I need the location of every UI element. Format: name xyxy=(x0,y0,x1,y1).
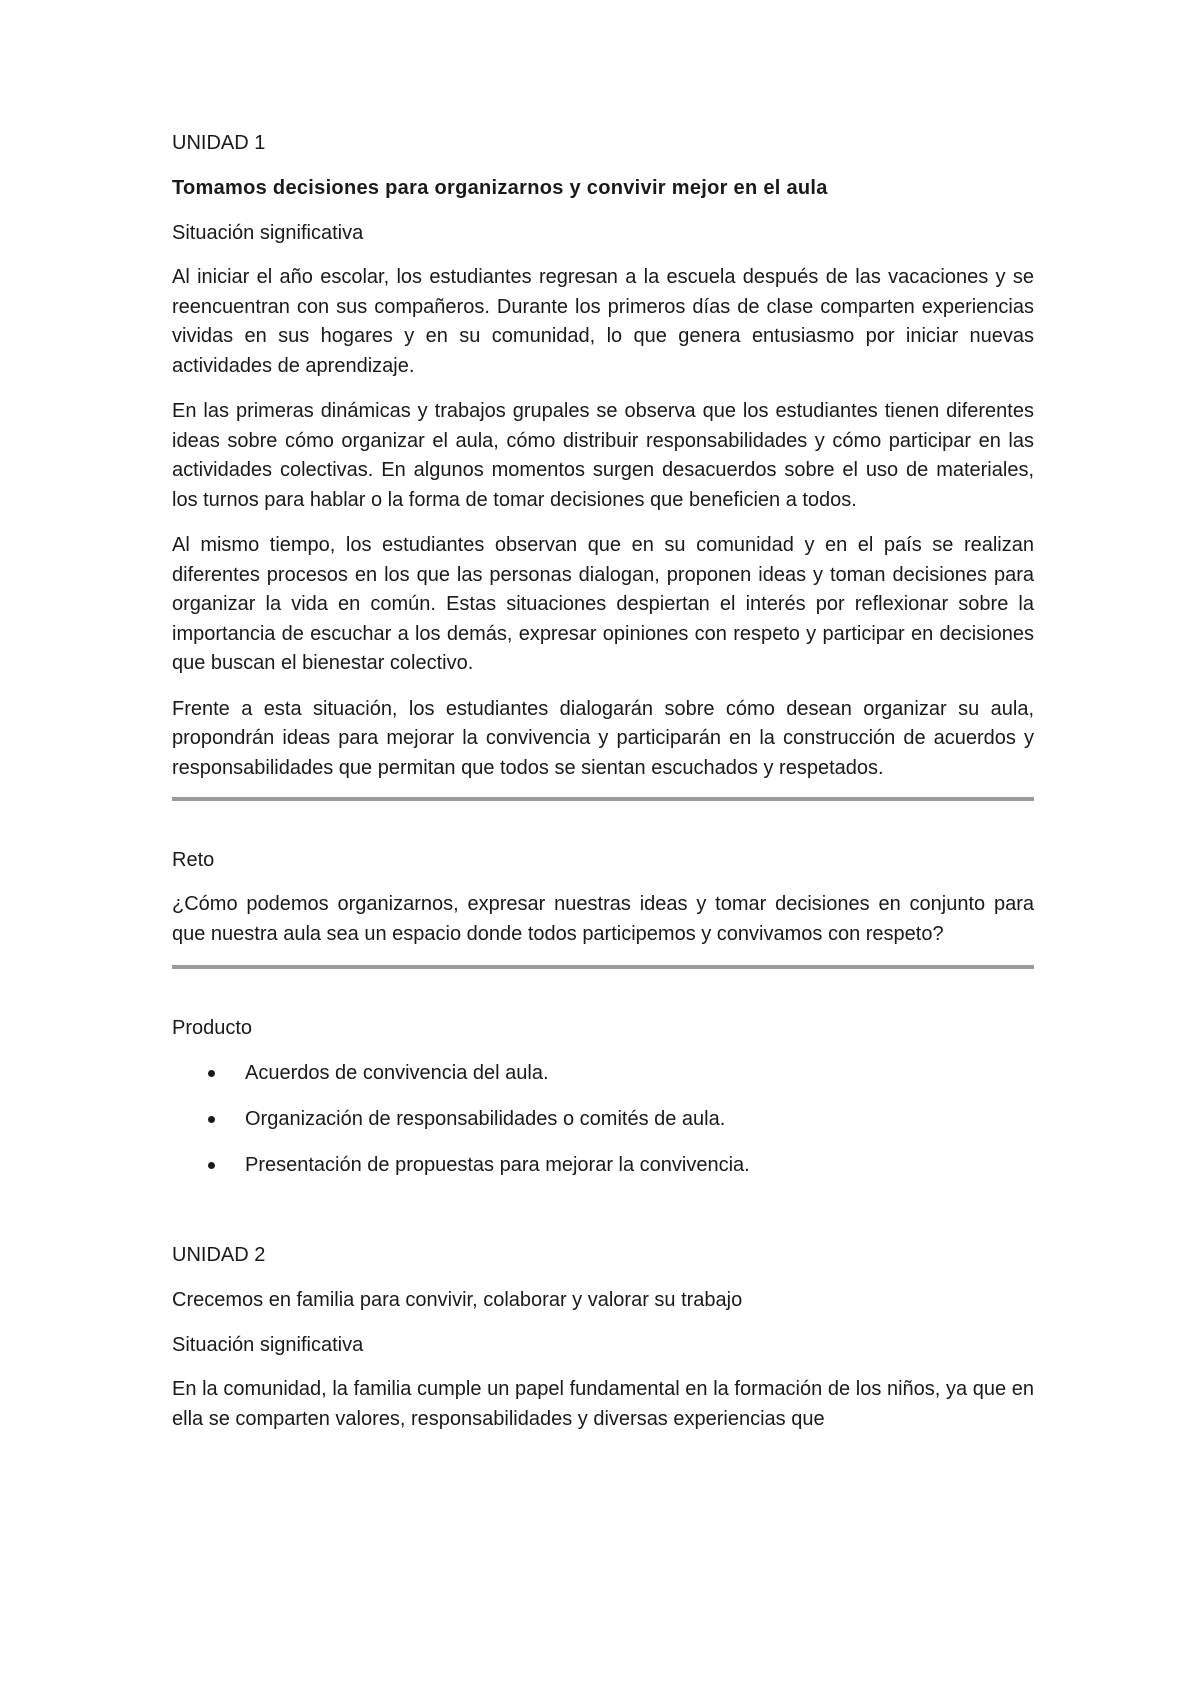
unit-1-title: Tomamos decisiones para organizarnos y convivir mejor en el aula xyxy=(172,177,828,199)
unit-1-situation-label: Situación significativa xyxy=(172,222,364,244)
unit-2-situation-label: Situación significativa xyxy=(172,1334,364,1356)
section-divider xyxy=(172,797,1034,801)
list-item xyxy=(172,1104,1034,1134)
unit-1-paragraph-4: Frente a esta situación, los estudiantes dialogarán sobre cómo desean organizar su aula, propondrán ideas para mejorar la convivencia y participarán en la construcción de acuerdos y responsabilidades que permitan que todos se sientan escuchados y respetados. xyxy=(172,697,1034,779)
producto-label: Producto xyxy=(172,1017,253,1039)
unit-1-label: UNIDAD 1 xyxy=(172,132,266,154)
producto-list xyxy=(172,1058,1034,1180)
unit-1-paragraph-3: Al mismo tiempo, los estudiantes observan que en su comunidad y en el país se realizan diferentes procesos en los que las personas dialogan, proponen ideas y toman decisiones para organizar la vida en común. Estas situaciones despiertan el interés por reflexionar sobre la importancia de escuchar a los demás, expresar opiniones con respeto y participar en decisiones que buscan el bienestar colectivo. xyxy=(172,534,1034,674)
list-item-text: Acuerdos de convivencia del aula. xyxy=(245,1062,549,1084)
spacer xyxy=(172,1196,1034,1240)
unit-2-title: Crecemos en familia para convivir, colaborar y valorar su trabajo xyxy=(172,1289,743,1311)
unit-2-label: UNIDAD 2 xyxy=(172,1244,266,1266)
bullet-icon xyxy=(208,1116,215,1123)
unit-2-paragraph-1: En la comunidad, la familia cumple un papel fundamental en la formación de los niños, ya que en ella se comparten valores, responsabilidades y diversas experiencias que xyxy=(172,1378,1034,1430)
list-item-text: Presentación de propuestas para mejorar la convivencia. xyxy=(245,1154,750,1176)
bullet-icon xyxy=(208,1162,215,1169)
document-page xyxy=(172,128,1034,1450)
unit-1-paragraph-1: Al iniciar el año escolar, los estudiantes regresan a la escuela después de las vacaciones y se reencuentran con sus compañeros. Durante los primeros días de clase comparten experiencias vividas en sus hogares y en su comunidad, lo que genera entusiasmo por iniciar nuevas actividades de aprendizaje. xyxy=(172,266,1034,377)
reto-label: Reto xyxy=(172,849,215,871)
list-item xyxy=(172,1058,1034,1088)
bullet-icon xyxy=(208,1070,215,1077)
reto-text: ¿Cómo podemos organizarnos, expresar nuestras ideas y tomar decisiones en conjunto para que nuestra aula sea un espacio donde todos participemos y convivamos con respeto? xyxy=(172,893,1034,945)
unit-1-paragraph-2: En las primeras dinámicas y trabajos grupales se observa que los estudiantes tienen diferentes ideas sobre cómo organizar el aula, cómo distribuir responsabilidades y cómo participar en las actividades colectivas. En algunos momentos surgen desacuerdos sobre el uso de materiales, los turnos para hablar o la forma de tomar decisiones que beneficien a todos. xyxy=(172,400,1034,511)
section-divider xyxy=(172,965,1034,969)
list-item-text: Organización de responsabilidades o comités de aula. xyxy=(245,1108,726,1130)
list-item xyxy=(172,1150,1034,1180)
